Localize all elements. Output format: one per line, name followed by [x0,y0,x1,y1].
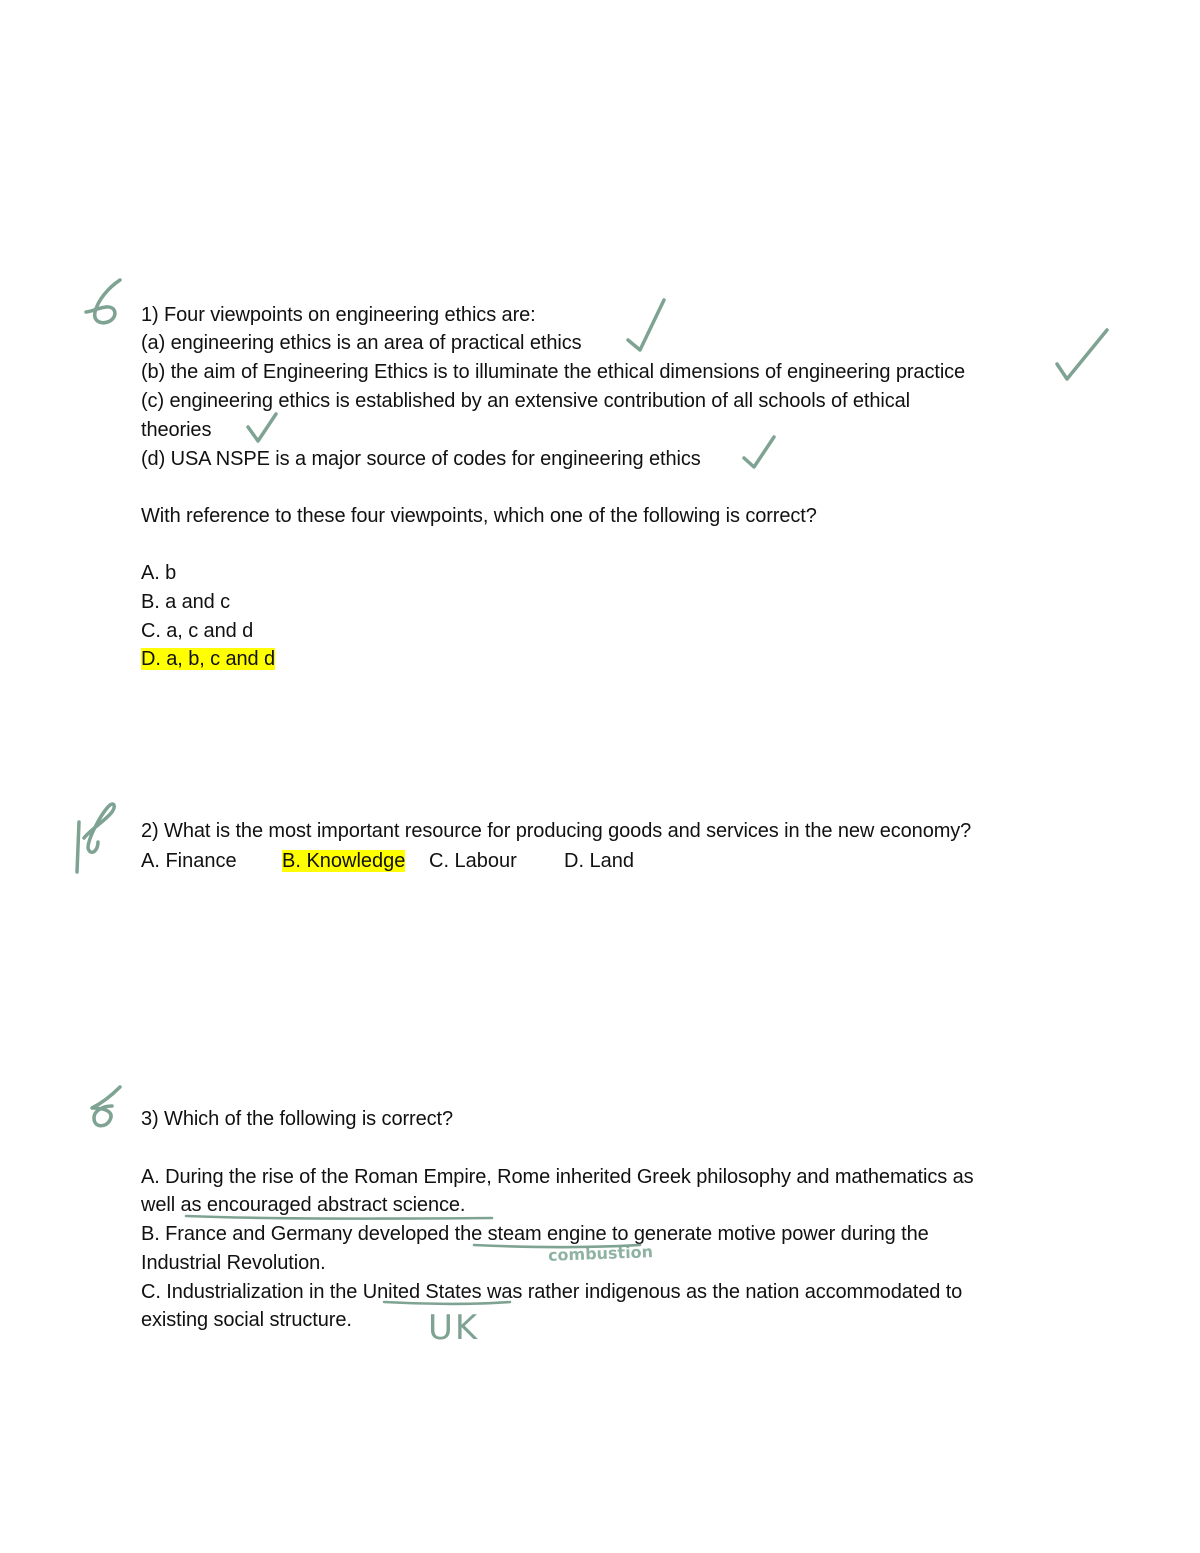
handwritten-combustion: combustion [547,1242,654,1265]
q1-option-d-highlighted [141,645,275,673]
q1-option-b: B. a and c [141,591,231,613]
q2-stem: 2) What is the most important resource for producing goods and services in the new economy? [141,820,972,842]
q1-viewpoint-a: (a) engineering ethics is an area of practical ethics [141,332,582,354]
q1-option-a: A. b [141,562,177,584]
q3-option-c-line1: C. Industrialization in the United States was rather indigenous as the nation accommodated to [141,1281,963,1303]
check-mark-icon [744,437,774,467]
q2-option-b-highlighted [282,847,405,875]
answer-highlight: B. Knowledge [282,850,406,872]
check-mark-icon [248,414,276,441]
q1-viewpoint-c-line2: theories [141,419,212,441]
q1-viewpoint-c-line1: (c) engineering ethics is established by an extensive contribution of all schools of ethical [141,390,911,412]
score-mark-q1 [86,280,120,323]
check-mark-icon [628,300,664,350]
q3-option-c-line2: existing social structure. [141,1309,352,1331]
q3-stem: 3) Which of the following is correct? [141,1108,453,1130]
q1-viewpoint-d: (d) USA NSPE is a major source of codes for engineering ethics [141,448,701,470]
q3-option-a-line1: A. During the rise of the Roman Empire, Rome inherited Greek philosophy and mathematics as [141,1166,974,1188]
q1-prompt: With reference to these four viewpoints, which one of the following is correct? [141,505,817,527]
q2-option-d: D. Land [564,850,635,872]
handwritten-uk: UK [428,1308,480,1348]
q2-option-a: A. Finance [141,850,237,872]
q3-option-a-line2: well as encouraged abstract science. [141,1194,466,1216]
score-mark-q2 [77,804,114,872]
q3-option-b-line2: Industrial Revolution. [141,1252,326,1274]
score-mark-q3 [92,1087,120,1126]
q1-option-c: C. a, c and d [141,620,254,642]
q2-option-c: C. Labour [429,850,517,872]
q3-option-b-line1: B. France and Germany developed the steam engine to generate motive power during the [141,1223,929,1245]
q1-viewpoint-b: (b) the aim of Engineering Ethics is to illuminate the ethical dimensions of engineering practice [141,361,966,383]
q1-stem: 1) Four viewpoints on engineering ethics are: [141,304,536,326]
answer-highlight: D. a, b, c and d [141,648,276,670]
check-mark-icon [1057,330,1107,379]
